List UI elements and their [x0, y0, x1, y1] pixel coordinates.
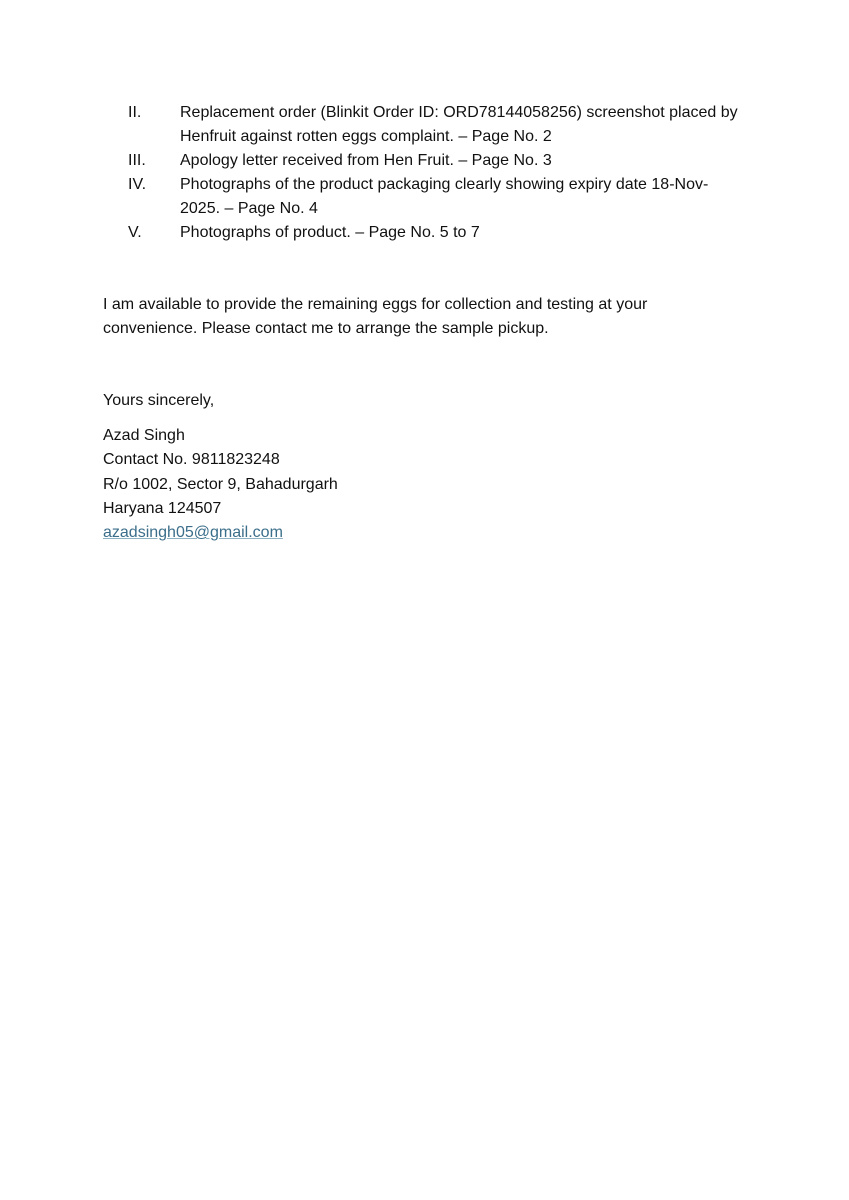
list-item-text: Photographs of product. – Page No. 5 to 7 [180, 224, 480, 241]
list-item [103, 173, 743, 221]
list-item-text: Photographs of the product packaging clearly showing expiry date 18-Nov-2025. – Page No. 4 [180, 176, 709, 217]
list-numeral: III. [128, 152, 146, 169]
body-paragraph: I am available to provide the remaining eggs for collection and testing at your convenience. Please contact me to arrange the sample pickup. [103, 296, 648, 337]
list-numeral: V. [128, 224, 142, 241]
list-item [103, 101, 743, 149]
closing-salutation: Yours sincerely, [103, 392, 215, 409]
list-item-text: Replacement order (Blinkit Order ID: ORD78144058256) screenshot placed by Henfruit against rotten eggs complaint. – Page No. 2 [180, 104, 738, 145]
list-item [103, 221, 743, 245]
list-numeral: IV. [128, 176, 147, 193]
signature-block [103, 424, 338, 545]
contact-number: Contact No. 9811823248 [103, 451, 280, 469]
attachments-list [103, 101, 743, 245]
email-link[interactable]: azadsingh05@gmail.com [103, 524, 283, 542]
address-line-2: Haryana 124507 [103, 499, 222, 517]
list-numeral: II. [128, 104, 142, 121]
list-item [103, 149, 743, 173]
list-item-text: Apology letter received from Hen Fruit. – Page No. 3 [180, 152, 552, 169]
address-line-1: R/o 1002, Sector 9, Bahadurgarh [103, 475, 338, 493]
signer-name: Azad Singh [103, 427, 185, 444]
